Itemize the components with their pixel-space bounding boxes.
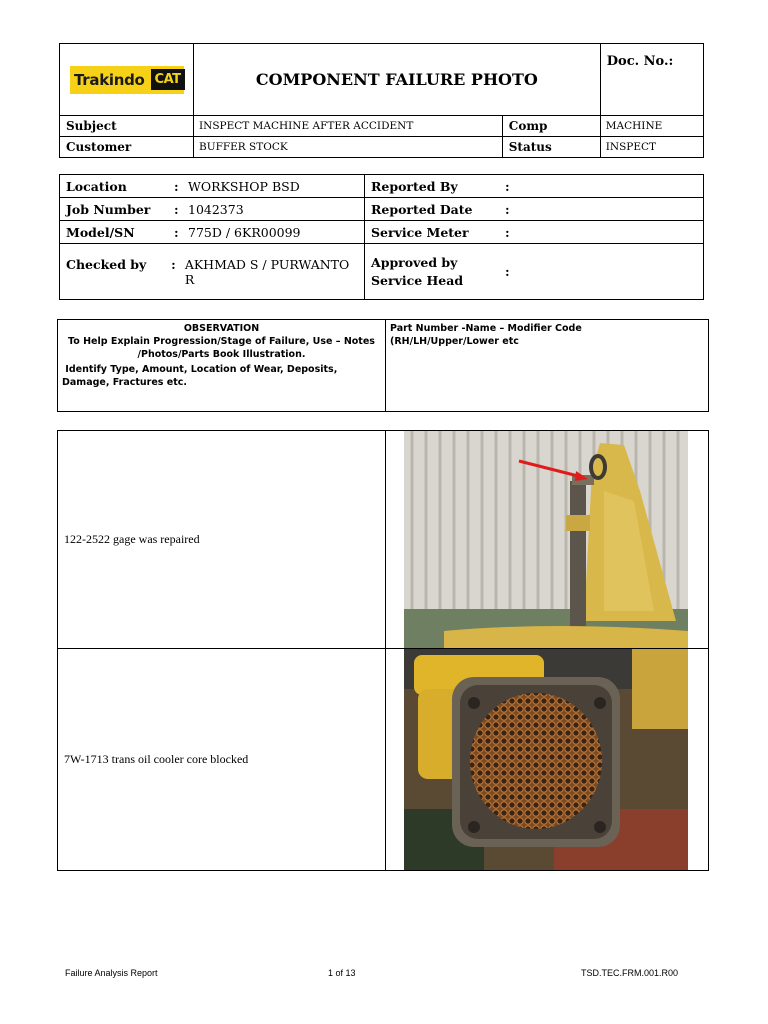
colon: : (171, 256, 176, 272)
reported-date-label: Reported Date (371, 201, 473, 217)
colon: : (174, 201, 179, 217)
approved-by-row (365, 244, 704, 300)
observation-line4: Damage, Fractures etc. (62, 377, 187, 388)
photo-caption-1: 122-2522 gage was repaired (58, 431, 386, 649)
doc-no-label: Doc. No.: (600, 44, 703, 116)
colon: : (505, 264, 510, 279)
location-row (60, 175, 365, 198)
cat-badge: CAT (151, 69, 185, 90)
logo-text: Trakindo (74, 70, 145, 89)
customer-label: Customer (60, 137, 194, 158)
gage-photo-image (404, 431, 688, 648)
location-label: Location (66, 178, 127, 194)
approved-by-line2: Service Head (371, 272, 464, 288)
model-sn-label: Model/SN (66, 224, 135, 240)
colon: : (174, 224, 179, 240)
colon: : (174, 178, 179, 194)
service-meter-label: Service Meter (371, 224, 469, 240)
status-label: Status (502, 137, 600, 158)
observation-heading-block (62, 322, 381, 361)
checked-by-value: AKHMAD S / PURWANTO R (184, 256, 350, 287)
checked-by-row (60, 244, 365, 300)
job-number-value: 1042373 (188, 201, 244, 217)
job-number-label: Job Number (66, 201, 151, 217)
footer-doc-code: TSD.TEC.FRM.001.R00 (581, 968, 679, 978)
job-number-row (60, 198, 365, 221)
service-meter-row (365, 221, 704, 244)
observation-note (62, 363, 381, 389)
observation-table (57, 319, 709, 412)
comp-label: Comp (502, 116, 600, 137)
checked-by-label: Checked by (66, 256, 147, 272)
observation-heading: OBSERVATION (183, 323, 260, 334)
reported-by-label: Reported By (371, 178, 458, 194)
subject-value: INSPECT MACHINE AFTER ACCIDENT (194, 116, 503, 137)
model-sn-row (60, 221, 365, 244)
logo-cell (60, 44, 194, 116)
observation-line2: /Photos/Parts Book Illustration. (137, 349, 306, 360)
info-table (59, 174, 704, 300)
observation-line1: To Help Explain Progression/Stage of Failure, Use – Notes (68, 336, 375, 347)
location-value: WORKSHOP BSD (188, 178, 300, 194)
colon: : (505, 224, 510, 240)
oil-cooler-photo (404, 649, 688, 870)
trakindo-cat-logo (70, 66, 184, 94)
photo-cell-1 (386, 431, 709, 649)
approved-by-label (371, 254, 505, 290)
gage-photo (404, 431, 688, 648)
observation-line3: Identify Type, Amount, Location of Wear, Deposits, (62, 364, 338, 375)
reported-date-row (365, 198, 704, 221)
model-sn-value: 775D / 6KR00099 (188, 224, 301, 240)
part-number-cell (386, 320, 709, 412)
photo-cell-2 (386, 649, 709, 871)
comp-value: MACHINE (600, 116, 703, 137)
approved-by-line1: Approved by (371, 254, 458, 270)
reported-by-row (365, 175, 704, 198)
photo-table (57, 430, 709, 871)
colon: : (505, 201, 510, 217)
oil-cooler-photo-image (404, 649, 688, 870)
photo-caption-2: 7W-1713 trans oil cooler core blocked (58, 649, 386, 871)
footer-page-number: 1 of 13 (328, 968, 356, 978)
observation-cell (58, 320, 386, 412)
footer-left: Failure Analysis Report (65, 968, 158, 978)
subject-label: Subject (60, 116, 194, 137)
page-title: COMPONENT FAILURE PHOTO (194, 44, 601, 116)
colon: : (505, 178, 510, 194)
part-number-line1: Part Number -Name – Modifier Code (390, 323, 582, 334)
status-value: INSPECT (600, 137, 703, 158)
header-table (59, 43, 704, 158)
part-number-line2: (RH/LH/Upper/Lower etc (390, 336, 519, 347)
customer-value: BUFFER STOCK (194, 137, 503, 158)
